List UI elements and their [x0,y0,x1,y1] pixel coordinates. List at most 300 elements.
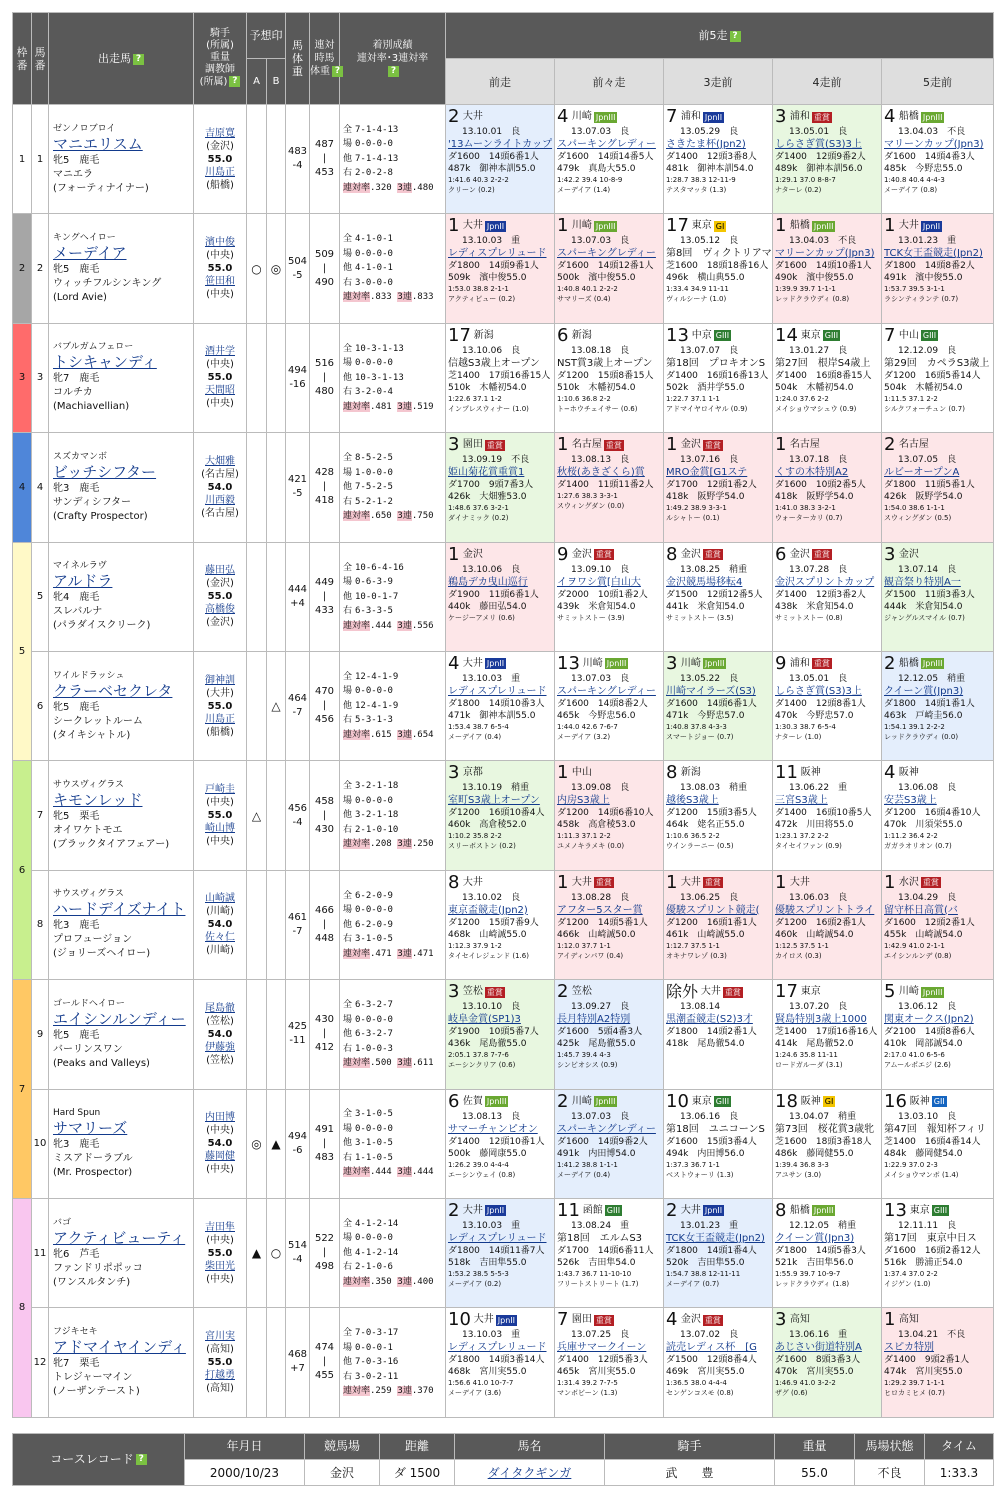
race-weight-jockey: 418k 阪野学54.0 [666,492,745,503]
prediction-b: △ [267,651,286,760]
race-name-link[interactable]: 東京盃競走(Jpn2) [448,904,528,916]
race-name-link[interactable]: マリーンカップ(Jpn3) [775,248,875,260]
finish-position: 1 [448,215,460,237]
past-race [555,980,664,1089]
horse-name-link[interactable]: ハードデイズナイト [53,900,186,919]
horse-info [49,214,194,323]
past-race [446,1089,555,1198]
record-cell: 全 3-2-1-18 場 0-0-0-0 他 3-2-1-18 右 2-1-0-10 連対率.208 3連.250 [340,761,446,870]
finish-position: 3 [666,652,678,674]
dam-name: ミスアドーラブル [53,1153,133,1165]
record-cell: 全 12-4-1-9 場 0-0-0-0 他 12-4-1-9 右 5-3-1-3 連対率.615 3連.654 [340,651,446,760]
race-weight-jockey: 418k 尾島徹54.0 [666,1039,745,1050]
race-name-link[interactable]: '13ムーンライトカップ [448,139,553,150]
race-name-link[interactable]: 兵庫サマークイーン [557,1342,647,1354]
jockey-link[interactable]: 尾島徹 [205,1002,235,1014]
jockey-link[interactable]: 吉田隼 [205,1221,235,1233]
race-name-link[interactable]: 第18回 エルムS3 [557,1232,643,1244]
race-name-link[interactable]: レディスプレリュード [448,1232,547,1244]
horse-name-link[interactable]: ビッチシフター [53,462,157,481]
venue: 水沢 [898,876,919,888]
finish-position: 4 [666,1309,678,1331]
race-weight-jockey: 470k 川須栄55.0 [884,820,963,831]
help-icon[interactable]: ? [388,66,399,77]
race-layout: 芝1600 18頭3番18人 [775,1136,872,1147]
frame-number: 7 [13,980,32,1199]
horse-number: 12 [32,1308,49,1417]
jockey-link[interactable]: 酒井学 [205,346,235,358]
past-race [446,542,555,651]
race-name-link[interactable]: あじさい街道特別A [775,1342,862,1354]
race-name-link[interactable]: サマーチャンピオン [448,1123,538,1135]
prediction-b [267,323,286,432]
race-name-link[interactable]: 岐阜金賞(SP1)3 [448,1014,521,1026]
horse-name-link[interactable]: アルドラ [53,572,113,591]
race-date: 13.06.12 良 [898,1002,957,1013]
past-race [664,870,773,979]
race-time: 1:31.4 39.2 7-7-5 [557,1379,618,1388]
record-line: 10-6-4-16 [355,562,404,573]
jockey-link[interactable]: 大畑雅 [205,455,235,467]
record-line: 10-3-1-13 [355,343,404,354]
trainer-link[interactable]: 佐々仁 [205,932,235,944]
jockey-link[interactable]: 戸崎圭 [205,784,235,796]
race-winner: メーデイア (0.2) [448,1279,502,1288]
horse-row [13,1089,994,1198]
race-name-link[interactable]: 姫山菊花賞重賞1 [448,467,525,479]
win-body-weight: 487 | 453 [310,105,340,214]
race-date: 13.07.07 良 [680,345,739,356]
record-line: 4-1-0-1 [355,234,393,245]
race-name-link[interactable]: 内房S3歳上 [557,795,610,807]
race-weight-jockey: 470k 宮川実55.0 [775,1367,854,1378]
dam-name: ファンドリポポッコ [53,1262,143,1274]
record-line: 7-5-2-5 [355,482,393,493]
race-name-link[interactable]: スパーキングレディー [557,1123,656,1135]
frame-number: 2 [13,214,32,323]
race-name-link[interactable]: アフター5スター賞 [557,904,643,916]
race-winner: エイシンルンデ (0.8) [884,951,952,960]
race-name-link[interactable]: 長月特別A2特別 [557,1014,631,1026]
horse-row [13,1198,994,1307]
horse-name-link[interactable]: アクティビューティ [53,1228,186,1247]
jockey-cell [194,542,247,651]
race-layout: ダ1600 16頭2番12人 [884,1245,981,1256]
venue: 浦和 [789,657,810,669]
race-date: 13.07.18 良 [789,455,848,466]
race-date: 13.07.03 良 [571,127,630,137]
past-race [882,1198,994,1307]
record-line: 10-0-1-7 [355,591,399,602]
race-weight-jockey: 520k 吉田隼55.0 [666,1257,745,1268]
past-race [664,323,773,432]
body-weight: 468 +7 [286,1308,310,1417]
jockey-affiliation: (笠松) [206,1015,234,1027]
race-date: 13.10.03 重 [462,236,521,247]
race-name-link[interactable]: TCK女王盃競走(Jpn2) [666,1232,765,1244]
race-winner: ナターレ (1.0) [775,732,822,741]
help-icon[interactable]: ? [229,76,240,87]
horse-name-link[interactable]: アドマイヤインディ [53,1337,186,1356]
race-name-link[interactable]: MRO金賞[G1ステ [666,467,748,479]
race-name-link[interactable]: さきたま杯(Jpn2) [666,139,746,150]
horse-name-link[interactable]: サマリーズ [53,1119,128,1138]
race-date: 13.06.03 良 [789,892,848,903]
race-name-link[interactable]: 黒潮盃競走(S2)3才 [666,1014,753,1026]
race-name-link[interactable]: 読売レディス杯 [G [666,1342,757,1354]
col-jockey: 騎手 (所属) 重量 調教師 (所属) ? [194,13,247,105]
race-name-link[interactable]: レディスプレリュード [448,685,547,697]
rec-jockey: 武 豊 [605,1460,775,1486]
race-weight-jockey: 468k 宮川実55.0 [448,1367,527,1378]
race-layout: ダ1500 11頭3番3人 [884,589,975,600]
race-name-link[interactable]: スピカ特別 [884,1342,934,1354]
race-name-link[interactable]: クイーン賞(Jpn3) [884,685,964,697]
record-line: 3-2-1-18 [355,781,399,792]
race-weight-jockey: 484k 藤岡健54.0 [884,1148,963,1159]
jockey-link[interactable]: 藤田弘 [205,565,235,577]
body-weight-diff: -5 [292,488,303,500]
race-date: 13.10.03 重 [462,1220,521,1231]
race-name-link[interactable]: 信越S3歳上オープン [448,357,540,369]
race-layout: 芝1400 17頭16番15人 [448,370,551,381]
col-past5: 前5走 ? [446,13,994,59]
finish-position: 1 [557,434,569,456]
race-layout: ダ1400 16頭10番5人 [775,808,872,819]
body-weight: 514 -4 [286,1198,310,1307]
help-icon[interactable]: ? [133,54,144,65]
horse-name-link[interactable]: クラーベセクレタ [53,681,173,700]
race-name-link[interactable]: 鵜島デカ曳山巡行 [448,576,528,588]
race-name-link[interactable]: TCK女王盃競走(Jpn2) [884,248,983,260]
jockey-link[interactable]: 濱中俊 [205,237,235,249]
jockey-affiliation: (中央) [206,797,234,809]
venue: 大井 [571,876,592,888]
record-line: 6-2-0-9 [355,890,393,901]
record-cell: 全 6-3-2-7 場 0-0-0-0 他 6-3-2-7 右 1-0-0-3 連対率.500 3連.611 [340,980,446,1089]
race-name-link[interactable]: 賢島特別3歳上1000 [775,1014,867,1026]
race-name-link[interactable]: スパーキングレディー [557,139,656,150]
race-date: 13.07.14 良 [898,564,957,575]
race-name-link[interactable]: 川崎マイラーズ(S3) [666,685,756,697]
record-line: 3-0-2-11 [355,1371,399,1382]
trainer-link[interactable]: 崎山博 [205,823,235,835]
race-winner: スリーボストン (0.2) [448,842,516,851]
race-time: 1:24.6 35.8 11-11 [775,1051,838,1060]
jockey-link[interactable]: 吉原寛 [205,127,235,139]
race-winner: テスタマッタ (1.3) [666,186,727,194]
past-race [882,1308,994,1417]
grade-badge: JpnIII [595,221,616,231]
horse-info [49,761,194,870]
race-name-link[interactable]: マリーンカップ(Jpn3) [884,139,984,150]
race-date: 13.08.14 [680,1002,721,1013]
race-date: 13.04.03 不良 [898,127,966,137]
grade-badge: JpnII [486,659,505,669]
race-weight-jockey: 510k 木幡初54.0 [557,382,636,393]
jockey-link[interactable]: 内田博 [205,1112,235,1124]
race-name-link[interactable]: 三宮S3歳上 [775,795,828,807]
race-date: 13.04.07 稍重 [789,1111,857,1122]
race-weight-jockey: 500k 藤岡康55.0 [448,1148,527,1159]
record-line: 10-3-1-13 [355,372,404,383]
race-name-link[interactable]: 第8回 ヴィクトリアマ [666,248,772,260]
help-icon[interactable]: ? [136,1454,147,1465]
sanrentai-rate: .611 [411,1058,434,1069]
trainer-link[interactable]: 柴田光 [205,1260,235,1272]
race-name-link[interactable]: 室町S3歳上オープン [448,795,540,807]
help-icon[interactable]: ? [332,66,343,77]
race-name-link[interactable]: 第73回 桜花賞3歳牝 [775,1123,875,1135]
race-winner: クリーン (0.2) [448,186,495,194]
rentai-rate: .350 [370,1276,392,1287]
frame-number: 8 [13,1198,32,1417]
horse-row [13,433,994,542]
race-winner: シルクフォーチュン (0.7) [884,404,965,413]
race-layout: ダ1400 12頭10番1人 [448,1136,545,1147]
trainer-link[interactable]: 打越勇 [205,1369,235,1381]
race-weight-jockey: 489k 御神本訓56.0 [775,164,863,174]
race-winner: メーデイア (3.6) [448,1389,502,1398]
past-race [773,870,882,979]
race-time: 1:12.7 37.5 1-1 [666,941,720,950]
race-time: 1:10.6 36.5 2-2 [666,832,720,841]
race-name-link[interactable]: 越後S3歳上 [666,795,719,807]
grade-badge: 重賞 [813,659,830,669]
record-line: 12-4-1-9 [355,671,399,682]
sanrentai-rate: .471 [411,948,434,959]
dam-name: ウィッチフルシンキング [53,278,162,290]
race-weight-jockey: 504k 木幡初54.0 [884,382,963,393]
sanrentai-rate: .556 [411,620,434,631]
race-date: 13.09.08 良 [571,783,630,794]
past-race [773,105,882,214]
grade-badge: JpnII [497,1315,516,1325]
prediction-b: ○ [267,1198,286,1307]
race-winner: フリートストリート (1.7) [557,1279,639,1288]
finish-position: 1 [775,434,787,456]
race-name-link[interactable]: 関東オークス(Jpn2) [884,1014,974,1026]
body-weight: 425 -11 [286,980,310,1089]
race-layout: ダ1200 16頭4番10人 [884,808,981,819]
horse-name-link[interactable]: マニエリスム [53,134,143,153]
past-race [555,1089,664,1198]
venue: 新潟 [473,329,494,341]
race-winner: アムールポエジ (2.6) [884,1061,951,1070]
race-name-link[interactable]: しらさぎ賞(S3)3上 [775,139,862,150]
race-name-link[interactable]: 第29回 カペラS3歳上 [884,357,990,369]
venue: 浦和 [680,110,701,122]
help-icon[interactable]: ? [730,31,741,42]
race-layout: ダ1800 11頭5番1人 [884,480,975,491]
finish-position: 2 [557,981,569,1003]
race-weight-jockey: 471k 御神本訓55.0 [448,710,536,721]
record-line: 0-6-3-9 [355,577,393,587]
trainer-link[interactable]: 川西毅 [205,494,235,506]
trainer-link[interactable]: 天間昭 [205,385,235,397]
body-weight: 464 -7 [286,651,310,760]
record-line: 0-0-0-0 [355,686,393,697]
race-name-link[interactable]: イヲワシ賞[白山大 [557,576,641,588]
record-cell: 全 6-2-0-9 場 0-0-0-0 他 6-2-0-9 右 3-1-0-5 連対率.471 3連.471 [340,870,446,979]
race-winner: サミットストー (0.8) [775,613,843,622]
prediction-b [267,433,286,542]
prediction-a [247,323,267,432]
finish-position: 3 [448,762,460,784]
rentai-rate: .320 [370,182,392,193]
race-layout: ダ1600 5頭4番3人 [557,1027,643,1038]
race-winner: エーシンウェイ (0.8) [448,1170,516,1179]
race-winner: センゲンコスモ (0.8) [666,1389,734,1398]
race-time: 1:22.9 37.0 2-3 [884,1160,938,1169]
trainer-link[interactable]: 伊藤強 [205,1041,235,1053]
race-layout: ダ1200 16頭2番1人 [775,917,866,928]
venue: 大井 [700,986,721,998]
race-name-link[interactable]: 優駿スプリント競走( [666,904,760,916]
race-name-link[interactable]: レディスプレリュード [448,248,547,260]
race-name-link[interactable]: 第27回 根岸S4歳上 [775,357,871,369]
race-layout: ダ1800 14頭10番3人 [448,698,545,709]
race-name-link[interactable]: 留守杯日高賞(バ [884,904,958,916]
rentai-rate: .444 [370,620,392,631]
past-race [773,761,882,870]
prediction-a [247,1308,267,1417]
trainer-link[interactable]: 藤岡健 [205,1151,235,1163]
jockey-affiliation: (川崎) [206,906,234,918]
race-weight-jockey: 426k 阪野学54.0 [884,492,963,503]
sanrentai-rate: .833 [411,292,434,303]
trainer-link[interactable]: 川島正 [205,166,235,178]
past-race [882,980,994,1089]
venue: 大井 [462,110,483,122]
race-name-link[interactable]: レディスプレリュード [448,1342,547,1354]
grade-badge: JpnII [704,112,723,122]
record-line: 0-0-0-0 [355,795,393,806]
venue: 中山 [898,329,919,341]
grade-badge: JpnIII [595,112,616,122]
burden-weight: 55.0 [207,700,233,712]
race-winner: ラシンティランテ (0.7) [884,295,959,304]
race-date: 12.11.11 良 [898,1220,957,1231]
horse-name-link[interactable]: メーデイア [53,244,127,263]
race-name-link[interactable]: スパーキングレディー [557,685,656,697]
jockey-link[interactable]: 宮川実 [205,1330,235,1342]
grade-badge: GI [824,1097,834,1107]
record-line: 2-0-2-8 [355,168,393,179]
jockey-link[interactable]: 山崎誠 [205,893,235,905]
horse-number: 2 [32,214,49,323]
jockey-link[interactable]: 御神訓 [205,674,235,686]
venue: 中京 [691,329,712,341]
race-time: 1:53.2 38.5 5-5-3 [448,1269,509,1278]
race-time: 1:39.4 36.8 3-3 [775,1160,829,1169]
race-name-link[interactable]: 金沢競馬場移転4 [666,576,743,588]
finish-position: 2 [448,1199,460,1221]
trainer-link[interactable]: 川島正 [205,713,235,725]
record-line: 4-1-0-1 [355,263,393,274]
race-name-link[interactable]: 優駿スプリントトライ [775,904,875,916]
horse-sex-color: 牝3 鹿毛 [53,1139,100,1151]
race-name-link[interactable]: 秋桜(あきざくら)賞 [557,467,645,479]
race-name-link[interactable]: くすの木特別A2 [775,467,849,479]
trainer-link[interactable]: 笹田和 [205,276,235,288]
prediction-a: ◎ [247,1089,267,1198]
finish-position: 6 [557,324,569,346]
venue: 阪神 [800,1095,821,1107]
race-weight-jockey: 458k 高倉稜53.0 [557,820,636,831]
race-name-link[interactable]: 安芸S3歳上 [884,795,937,807]
race-name-link[interactable]: しらさぎ賞(S3)3上 [775,685,862,697]
trainer-affiliation: (中央) [206,289,234,301]
race-layout: ダ1800 14頭1番4人 [666,1245,757,1256]
prediction-a: ○ [247,214,267,323]
rec-date: 2000/10/23 [185,1460,305,1486]
race-name-link[interactable]: 第47回 報知杯フィリ [884,1123,986,1135]
horse-info [49,433,194,542]
grade-badge: JpnIII [595,1097,616,1107]
venue: 金沢 [898,548,919,560]
rec-horse-link[interactable]: ダイタクギンガ [487,1466,572,1480]
dam-sire: (ノーザンテースト) [53,1385,140,1397]
horse-number: 1 [32,105,49,214]
past-race [555,651,664,760]
race-weight-jockey: 470k 今野忠57.0 [775,710,854,721]
race-date: 13.08.24 重 [571,1220,630,1231]
horse-name-link[interactable]: エイシンルンディー [53,1009,186,1028]
rentai-rate: .481 [370,401,392,412]
race-name-link[interactable]: クイーン賞(Jpn3) [775,1232,855,1244]
race-date: 13.10.19 稍重 [462,783,530,794]
jockey-affiliation: (中央) [206,250,234,262]
race-time: 1:42.2 39.4 10-8-9 [557,176,623,184]
race-name-link[interactable]: 金沢スプリントカップ [775,576,875,588]
prediction-b [267,761,286,870]
past-race [555,105,664,214]
race-name-link[interactable]: ルビーオープンA [884,467,960,479]
race-time: 1:39.9 39.7 1-1-1 [775,285,836,294]
record-cell: 全 4-1-2-14 場 0-0-0-0 他 4-1-2-14 右 2-1-0-6 連対率.350 3連.400 [340,1198,446,1307]
record-line: 5-2-1-2 [355,496,393,507]
race-name-link[interactable]: 観音祭り特別A一 [884,576,961,588]
race-time: 1:53.0 38.8 2-1-1 [448,285,509,294]
horse-name-link[interactable]: トシキャンディ [53,353,157,372]
race-winner: アドマイヤロイヤル (0.9) [666,404,748,413]
jockey-affiliation: (金沢) [206,140,234,152]
race-name-link[interactable]: NST賞3歳上オープン [557,357,653,369]
trainer-link[interactable]: 高橋俊 [205,604,235,616]
race-name-link[interactable]: 第18回 ユニコーンS [666,1123,765,1135]
horse-number: 5 [32,542,49,651]
race-winner: マンボビーン (1.3) [557,1389,618,1398]
race-weight-jockey: 479k 真島大55.0 [557,164,636,174]
dam-name: スレバルナ [53,606,103,618]
horse-name-link[interactable]: キモンレッド [53,791,143,810]
finish-position: 9 [775,652,787,674]
race-layout: ダ2100 14頭8番6人 [884,1027,975,1038]
finish-position: 8 [775,1199,787,1221]
race-winner: ウインラーニー (0.5) [666,842,734,851]
prediction-b [267,1308,286,1417]
past-race [446,214,555,323]
finish-position: 2 [884,434,896,456]
race-name-link[interactable]: 第18回 プロキオンS [666,357,766,369]
horse-info [49,105,194,214]
race-winner: ウォーターカリ (0.7) [775,514,843,523]
race-name-link[interactable]: スパーキングレディー [557,248,656,260]
race-weight-jockey: 502k 酒井学55.0 [666,382,745,393]
col-past-3: 3走前 [664,59,773,105]
race-name-link[interactable]: 第17回 東京中日ス [884,1232,977,1244]
